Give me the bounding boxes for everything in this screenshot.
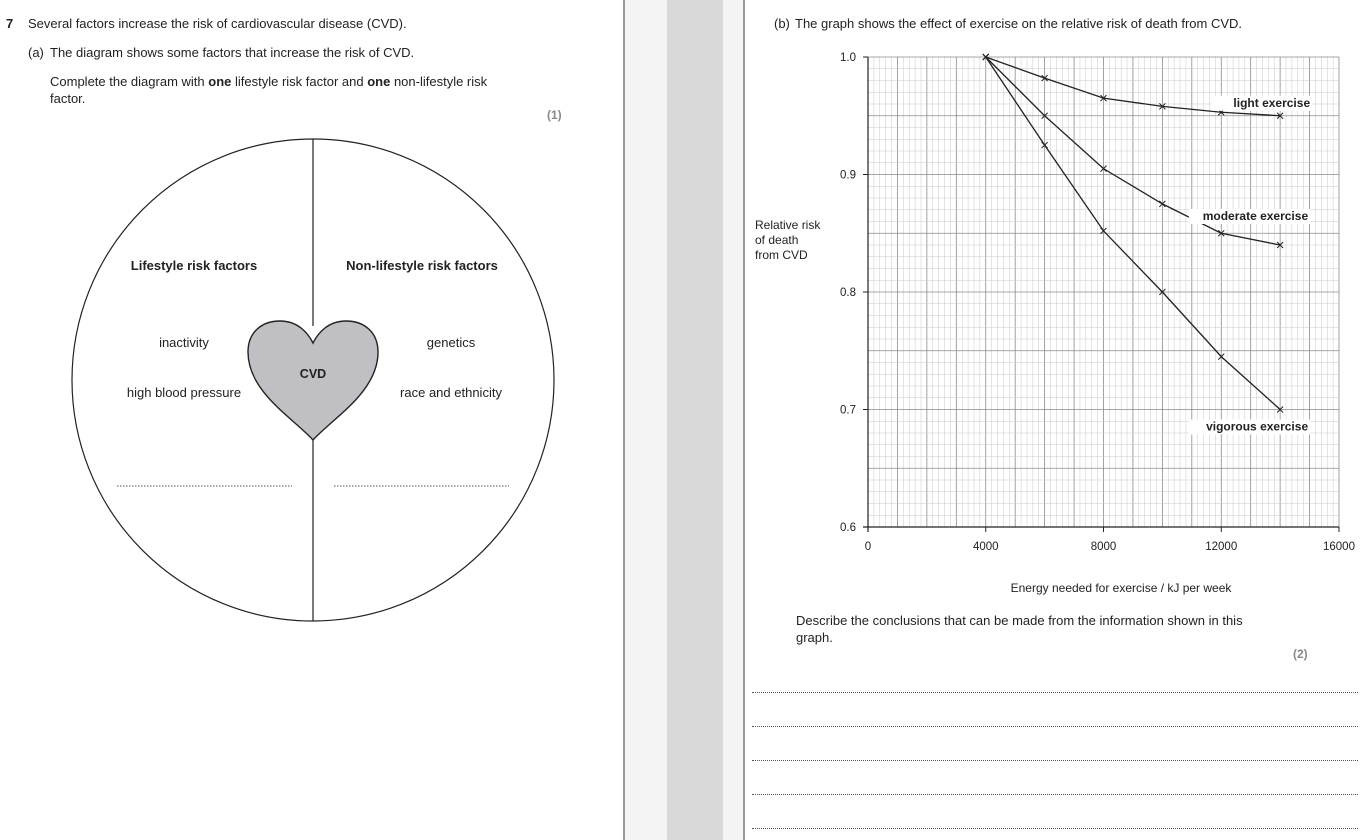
question-intro: Several factors increase the risk of cardiovascular disease (CVD). [28,16,407,31]
lifestyle-factor-blood-pressure: high blood pressure [126,385,242,400]
y-tick-label: 0.9 [840,169,856,182]
part-a-label: (a) [28,45,44,60]
answer-line-4 [752,794,1358,795]
chart-grid [868,57,1339,527]
part-b-text: The graph shows the effect of exercise on the relative risk of death from CVD. [795,16,1243,31]
series-label-2: vigorous exercise [1206,419,1309,434]
instruction-pre: Complete the diagram with [50,74,209,89]
y-tick-label: 0.7 [840,404,856,417]
page-shadow [667,0,723,840]
instruction-bold-two: one [367,74,391,89]
non-lifestyle-factor-race: race and ethnicity [400,385,502,400]
part-b-marks: (2) [1293,647,1308,661]
part-a-marks: (1) [547,108,562,122]
instruction-post: non-lifestyle risk [390,74,488,89]
x-tick-label: 4000 [972,541,999,553]
y-axis-label-line3: from CVD [755,248,808,262]
lifestyle-heading: Lifestyle risk factors [130,258,258,273]
answer-line-5 [752,828,1358,829]
chart-axes [863,57,1339,532]
exercise-risk-chart [745,0,1360,600]
y-tick-label: 0.8 [840,287,856,299]
page-edge-left [623,0,625,840]
risk-factor-diagram [0,0,623,840]
describe-line1: Describe the conclusions that can be made from the information shown in this [796,613,1243,628]
instruction-mid: lifestyle risk factor and [231,74,368,89]
part-a-text: The diagram shows some factors that increase the risk of CVD. [50,45,415,60]
instruction-bold-one: one [208,74,232,89]
x-tick-label: 12000 [1205,541,1238,553]
y-tick-label: 0.6 [840,522,856,534]
cvd-label: CVD [299,367,327,381]
part-b-label: (b) [774,16,790,31]
x-tick-label: 16000 [1323,541,1355,553]
left-page [0,0,623,840]
question-number: 7 [6,16,14,31]
answer-line-3 [752,760,1358,761]
answer-line-1 [752,692,1358,693]
lifestyle-factor-inactivity: inactivity [159,335,209,350]
non-lifestyle-factor-genetics: genetics [426,335,476,350]
y-tick-label: 1.0 [840,52,856,64]
x-tick-label: 0 [864,541,872,553]
series-label-1: moderate exercise [1202,209,1309,223]
series-label-0: light exercise [1233,95,1311,110]
x-axis-label: Energy needed for exercise / kJ per week [1010,581,1232,595]
x-tick-label: 8000 [1090,541,1117,553]
y-axis-label-line1: Relative risk [755,218,821,232]
y-axis-label-line2: of death [755,233,799,247]
page-gutter [623,0,745,840]
answer-line-2 [752,726,1358,727]
describe-line2: graph. [796,630,833,645]
non-lifestyle-heading: Non-lifestyle risk factors [346,258,498,273]
part-a-instruction-line2: factor. [50,91,86,106]
